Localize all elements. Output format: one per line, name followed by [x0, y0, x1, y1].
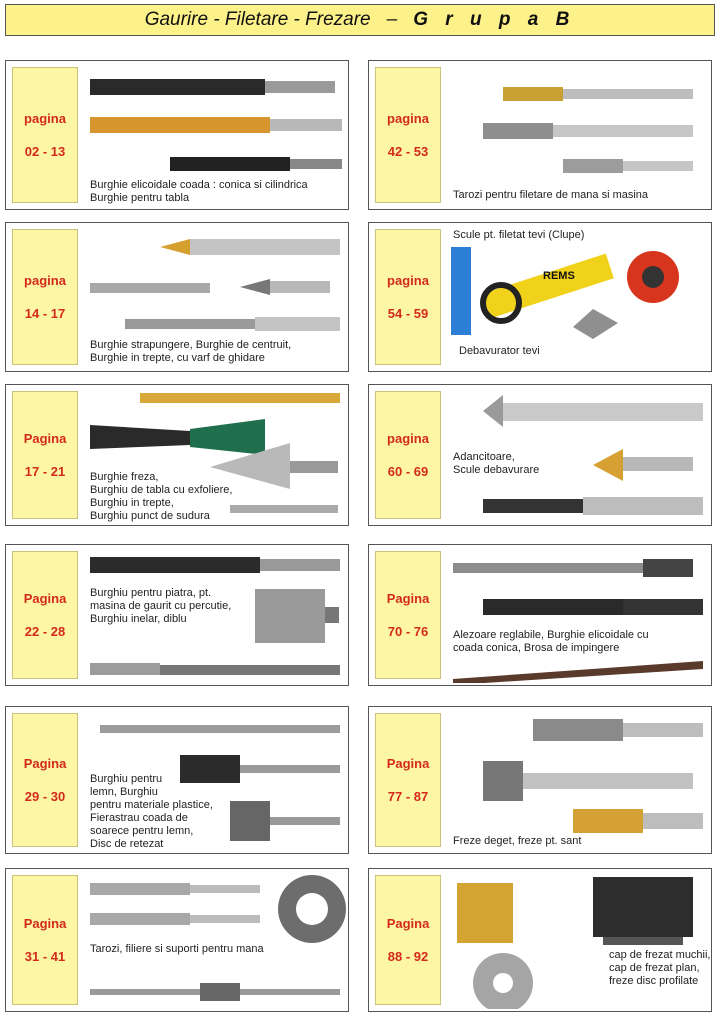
card-text: Scule pt. filetat tevi (Clupe) [453, 229, 585, 241]
card-text: Alezoare reglabile, Burghie elicoidale cu [453, 629, 649, 641]
card-text: Burghie in trepte, cu varf de ghidare [90, 352, 265, 364]
page-tag: Pagina 17 - 21 [12, 391, 78, 519]
card-text: Burghie elicoidale coada : conica si cilindrica [90, 179, 308, 191]
card-reamers[interactable] [368, 544, 712, 686]
card-text: Adancitoare, [453, 451, 515, 463]
tap-icon [443, 65, 709, 177]
card-text: Burghie strapungere, Burghie de centruit, [90, 339, 292, 351]
page-tag: pagina 60 - 69 [375, 391, 441, 519]
card-tap-holders[interactable] [5, 868, 349, 1012]
card-text: Fierastrau coada de [90, 812, 188, 824]
card-end-mills[interactable] [368, 706, 712, 854]
card-text: Disc de retezat [90, 838, 164, 850]
page-tag: Pagina 22 - 28 [12, 551, 78, 679]
card-text: masina de gaurit cu percutie, [90, 600, 232, 612]
card-countersinks[interactable] [368, 384, 712, 526]
card-text: freze disc profilate [609, 975, 699, 987]
card-text: lemn, Burghiu [90, 786, 158, 798]
card-text: pentru materiale plastice, [90, 799, 213, 811]
page-tag: pagina 14 - 17 [12, 229, 78, 365]
card-text: Tarozi, filiere si suporti pentru mana [90, 943, 264, 955]
card-drills-twist[interactable] [5, 60, 349, 210]
pipe-die-icon [443, 243, 709, 355]
die-holder-icon [80, 873, 346, 1009]
twist-drill-icon [80, 65, 346, 177]
reamer-icon [443, 549, 709, 683]
card-drills-center[interactable] [5, 222, 349, 372]
card-milling-heads[interactable] [368, 868, 712, 1012]
page-tag: Pagina 88 - 92 [375, 875, 441, 1005]
milling-head-icon [443, 873, 709, 1009]
card-text: Burghiu in trepte, [90, 497, 174, 509]
card-masonry-drills[interactable] [5, 544, 349, 686]
card-text: coada conica, Brosa de impingere [453, 642, 620, 654]
card-text: Burghie pentru tabla [90, 192, 190, 204]
card-text: Freze deget, freze pt. sant [453, 835, 582, 847]
card-taps[interactable] [368, 60, 712, 210]
card-text: Burghiu pentru piatra, pt. [90, 587, 212, 599]
card-text: soarece pentru lemn, [90, 825, 194, 837]
card-text: Burghiu inelar, diblu [90, 613, 187, 625]
card-pipe-threading[interactable] [368, 222, 712, 372]
page-tag: Pagina 70 - 76 [375, 551, 441, 679]
card-wood-drills[interactable] [5, 706, 349, 854]
card-text: cap de frezat plan, [609, 962, 700, 974]
page-tag: Pagina 77 - 87 [375, 713, 441, 847]
card-text: Tarozi pentru filetare de mana si masina [453, 189, 649, 201]
page-tag: pagina 42 - 53 [375, 67, 441, 203]
card-text: Burghie freza, [90, 471, 159, 483]
card-text: Burghiu punct de sudura [90, 510, 210, 522]
card-text: Burghiu pentru [90, 773, 163, 785]
card-step-drills[interactable] [5, 384, 349, 526]
card-text: Scule debavurare [453, 464, 540, 476]
page-title: Gaurire - Filetare - Frezare – G r u p a B [5, 4, 715, 36]
card-text: cap de frezat muchii, [609, 949, 711, 961]
page-tag: pagina 02 - 13 [12, 67, 78, 203]
page-tag: Pagina 29 - 30 [12, 713, 78, 847]
page-tag: pagina 54 - 59 [375, 229, 441, 365]
center-drill-icon [80, 227, 346, 339]
svg-text:REMS: REMS [543, 270, 575, 282]
card-text: Burghiu de tabla cu exfoliere, [90, 484, 233, 496]
card-text: Debavurator tevi [459, 345, 540, 357]
end-mill-icon [443, 711, 709, 855]
page-tag: Pagina 31 - 41 [12, 875, 78, 1005]
